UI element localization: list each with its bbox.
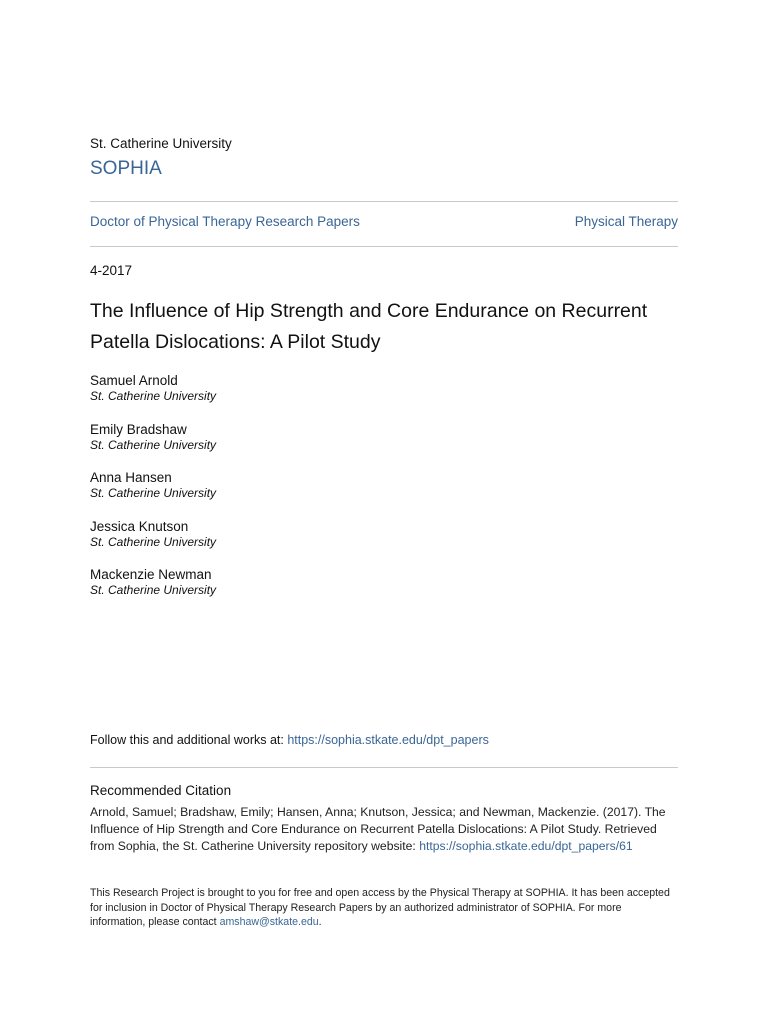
contact-email-link[interactable]: amshaw@stkate.edu	[219, 916, 319, 928]
follow-text: Follow this and additional works at:	[90, 733, 288, 747]
author-name: Samuel Arnold	[90, 373, 178, 388]
repository-link[interactable]: SOPHIA	[90, 158, 162, 179]
breadcrumb	[90, 214, 678, 229]
author-entry	[90, 566, 678, 615]
author-name: Anna Hansen	[90, 470, 172, 485]
author-entry	[90, 469, 678, 518]
author-affiliation: St. Catherine University	[90, 583, 217, 597]
notice-body: This Research Project is brought to you for free and open access by the Physical Therapy at SOPHIA. It has been accepted for inclusion in Doctor of Physical Therapy Research Papers by an authorized administrator of SOPHIA. For more information, please contact	[90, 887, 670, 928]
citation-text	[90, 804, 678, 855]
institution-name: St. Catherine University	[90, 136, 232, 151]
access-notice	[90, 886, 678, 930]
publication-date: 4-2017	[90, 263, 133, 278]
author-name: Emily Bradshaw	[90, 421, 187, 437]
series-link[interactable]: Doctor of Physical Therapy Research Papers	[90, 214, 360, 229]
author-affiliation: St. Catherine University	[90, 389, 217, 403]
author-affiliation: St. Catherine University	[90, 437, 217, 452]
department-link[interactable]: Physical Therapy	[574, 214, 678, 229]
author-name: Mackenzie Newman	[90, 567, 212, 582]
notice-end: .	[318, 916, 322, 928]
paper-title: The Influence of Hip Strength and Core Endurance on Recurrent Patella Dislocations: A Pilot Study	[90, 300, 648, 353]
author-affiliation: St. Catherine University	[90, 534, 217, 549]
author-list	[90, 372, 678, 615]
divider	[90, 767, 678, 768]
author-entry	[90, 518, 678, 567]
collection-link[interactable]: https://sophia.stkate.edu/dpt_papers	[287, 733, 489, 747]
divider	[90, 246, 678, 247]
follow-line	[90, 733, 489, 747]
author-name: Jessica Knutson	[90, 518, 189, 534]
citation-body: Arnold, Samuel; Bradshaw, Emily; Hansen, Anna; Knutson, Jessica; and Newman, Mackenzie. (2017). The Influence of Hip Strength and Core Endurance on Recurrent Patella Dislocations: A Pilot Study. Retrieved from Sophia, the St. Catherine University repository website:	[90, 805, 666, 853]
author-affiliation: St. Catherine University	[90, 486, 217, 500]
author-entry	[90, 421, 678, 470]
citation-link[interactable]: https://sophia.stkate.edu/dpt_papers/61	[419, 839, 633, 853]
cover-page	[90, 0, 678, 1024]
citation-heading: Recommended Citation	[90, 783, 232, 798]
author-entry	[90, 372, 678, 421]
divider	[90, 201, 678, 202]
